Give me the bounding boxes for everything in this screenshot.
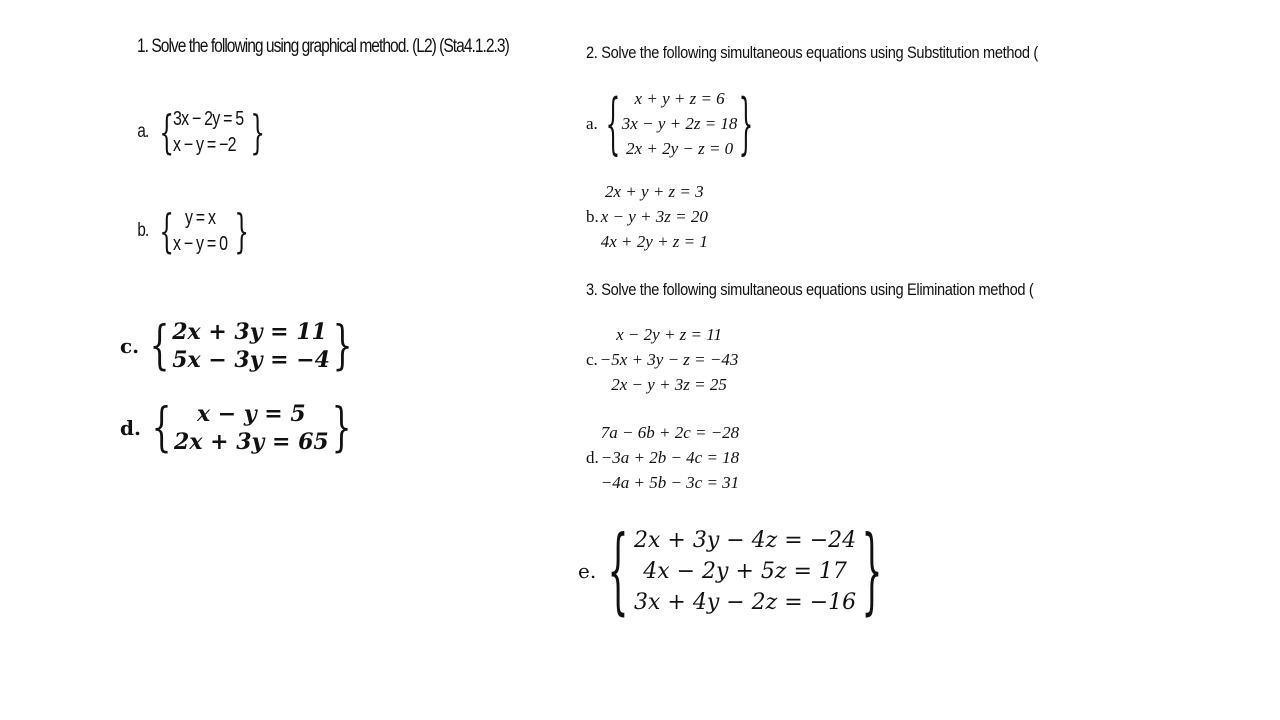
equation-line: y = x [185, 207, 216, 229]
equation-line: x − y = −2 [173, 134, 236, 156]
equation-line: 2x + y + z = 3 [605, 182, 704, 201]
problem-label: a. [137, 121, 149, 142]
equation-line: 2x + 3y = 65 [174, 429, 329, 455]
equation-line: x − 2y + z = 11 [616, 325, 723, 344]
problem-3e [578, 516, 902, 625]
problem-2b [586, 179, 708, 254]
left-brace: { [607, 516, 629, 625]
equation-line: 2x + 3y − 4z = −24 [634, 527, 857, 553]
problem-1d [120, 400, 358, 456]
problem-1a [136, 106, 272, 158]
problem-2a [586, 86, 767, 161]
equation-line: x − y = 0 [173, 233, 228, 255]
equation-line: 2x − y + 3z = 25 [611, 375, 727, 394]
right-brace: } [331, 398, 352, 458]
problem-1c [120, 318, 359, 374]
equation-line: 2x + 3y = 11 [172, 319, 327, 345]
elimination-heading: 3. Solve the following simultaneous equations using Elimination method ( [586, 280, 1034, 299]
problem-label: c. [586, 349, 598, 369]
problem-label: b. [586, 206, 599, 226]
right-brace: } [332, 316, 353, 376]
equation-line: 7a − 6b + 2c = −28 [600, 423, 740, 442]
equation-line: 3x − y + 2z = 18 [621, 114, 738, 133]
problem-3c [586, 322, 738, 397]
left-brace: { [159, 204, 174, 258]
left-brace: { [159, 105, 174, 159]
right-brace: } [234, 204, 249, 258]
right-brace: } [861, 516, 883, 625]
equation-line: 3x + 4y − 2z = −16 [634, 589, 857, 615]
equation-line: −3a + 2b − 4c = 18 [600, 448, 740, 467]
problem-label: d. [120, 416, 141, 440]
equation-line: 2x + 2y − z = 0 [626, 139, 734, 158]
equation-line: −4a + 5b − 3c = 31 [600, 473, 740, 492]
problem-label: e. [578, 559, 597, 583]
equation-line: x + y + z = 6 [634, 89, 725, 108]
right-brace: } [739, 84, 754, 162]
problem-1b [136, 205, 256, 257]
problem-label: b. [137, 220, 149, 241]
problem-label: a. [586, 113, 598, 133]
equation-line: 4x − 2y + 5z = 17 [643, 558, 847, 584]
problem-3d [586, 420, 739, 495]
equation-line: x − y + 3z = 20 [600, 207, 708, 226]
equation-line: 5x − 3y = −4 [172, 347, 330, 373]
left-brace: { [605, 84, 621, 162]
equation-line: 3x − 2y = 5 [173, 108, 244, 130]
problem-label: c. [120, 334, 140, 358]
left-brace: { [149, 316, 170, 376]
left-brace: { [151, 398, 172, 458]
graphical-method-heading: 1. Solve the following using graphical method. (L2) (Sta4.1.2.3) [137, 36, 509, 57]
equation-line: 4x + 2y + z = 1 [600, 232, 708, 251]
substitution-heading: 2. Solve the following simultaneous equations using Substitution method ( [586, 43, 1038, 62]
problem-label: d. [586, 447, 599, 467]
equation-line: x − y = 5 [197, 401, 306, 427]
right-brace: } [250, 105, 266, 159]
equation-line: −5x + 3y − z = −43 [599, 350, 739, 369]
